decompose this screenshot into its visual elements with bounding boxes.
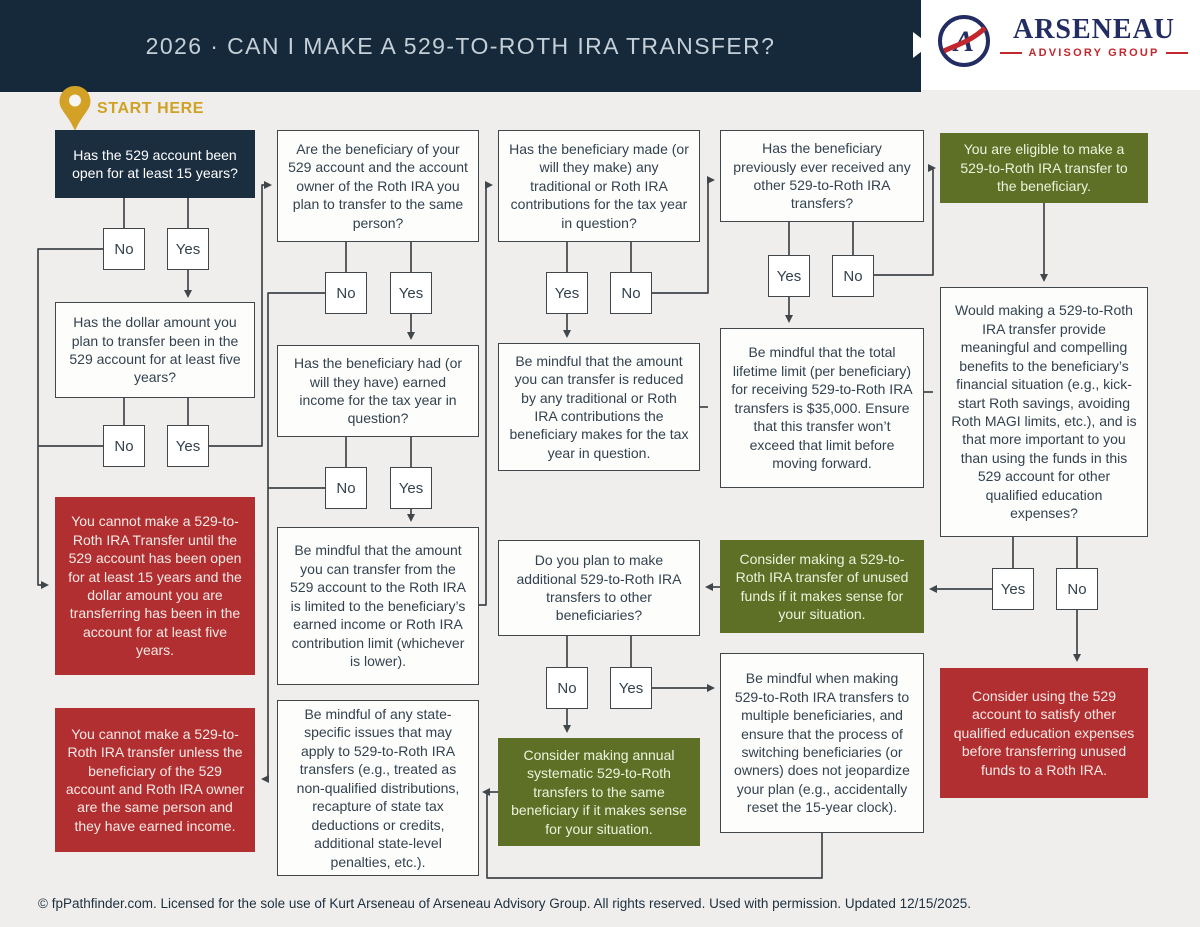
question-earned-income: Has the beneficiary had (or will they have) earned income for the tax year in question? <box>277 345 479 437</box>
answer-no: No <box>103 228 145 270</box>
answer-yes: Yes <box>167 425 209 467</box>
action-use-529-for-education: Consider using the 529 account to satisfy other qualified education expenses before transferring unused funds to a Roth IRA. <box>940 668 1148 798</box>
question-dollar-amount-5-years: Has the dollar amount you plan to transfer been in the 529 account for at least five years? <box>55 302 255 398</box>
logo-name: ARSENEAU <box>1012 14 1176 45</box>
start-here-label: START HERE <box>97 100 205 117</box>
page-title: 2026 · CAN I MAKE A 529-TO-ROTH IRA TRANSFER? <box>145 32 776 59</box>
note-state-specific-issues: Be mindful of any state-specific issues that may apply to 529-to-Roth IRA transfers (e.g., treated as non-qualified distributions, recapture of state tax deductions or credits, additional state-level penalties, etc.). <box>277 700 479 876</box>
answer-no: No <box>325 467 367 509</box>
answer-yes: Yes <box>167 228 209 270</box>
note-lifetime-limit-35000: Be mindful that the total lifetime limit (per beneficiary) for receiving 529-to-Roth IRA transfers is $35,000. Ensure that this transfer won’t exceed that limit before moving forward. <box>720 328 924 488</box>
answer-yes: Yes <box>390 467 432 509</box>
note-transfer-reduced: Be mindful that the amount you can transfer is reduced by any traditional or Roth IRA contributions the beneficiary makes for the tax year in question. <box>498 343 700 471</box>
question-previous-transfers: Has the beneficiary previously ever received any other 529-to-Roth IRA transfers? <box>720 130 924 222</box>
answer-yes: Yes <box>546 272 588 314</box>
license-footer: © fpPathfinder.com. Licensed for the sole use of Kurt Arseneau of Arseneau Advisory Group. All rights reserved. Used with permission. Updated 12/15/2025. <box>38 896 971 911</box>
answer-no: No <box>610 272 652 314</box>
question-ira-contributions: Has the beneficiary made (or will they make) any traditional or Roth IRA contributions for the tax year in question? <box>498 130 700 242</box>
result-cannot-transfer-until: You cannot make a 529-to-Roth IRA Transfer until the 529 account has been open for at least 15 years and the dollar amount you are transferring has been in the account for at least five years. <box>55 497 255 675</box>
question-529-open-15-years: Has the 529 account been open for at least 15 years? <box>55 130 255 198</box>
svg-text:A: A <box>953 25 975 58</box>
note-transfer-limited: Be mindful that the amount you can transfer from the 529 account to the Roth IRA is limited to the beneficiary’s earned income or Roth IRA contribution limit (whichever is lower). <box>277 527 479 685</box>
answer-no: No <box>832 255 874 297</box>
result-eligible: You are eligible to make a 529-to-Roth IRA transfer to the beneficiary. <box>940 133 1148 203</box>
question-same-person: Are the beneficiary of your 529 account and the account owner of the Roth IRA you plan to transfer to the same person? <box>277 130 479 242</box>
logo-subtitle: ADVISORY GROUP <box>1028 47 1160 60</box>
answer-no: No <box>103 425 145 467</box>
question-meaningful-benefits: Would making a 529-to-Roth IRA transfer provide meaningful and compelling benefits to the beneficiary’s financial situation (e.g., kick-start Roth savings, avoiding Roth MAGI limits, etc.), and is that more important to you than using the funds in this 529 account for other qualified education expenses? <box>940 287 1148 537</box>
answer-yes: Yes <box>610 667 652 709</box>
answer-no: No <box>325 272 367 314</box>
question-additional-transfers: Do you plan to make additional 529-to-Roth IRA transfers to other beneficiaries? <box>498 540 700 636</box>
answer-yes: Yes <box>992 568 1034 610</box>
answer-yes: Yes <box>768 255 810 297</box>
answer-no: No <box>1056 568 1098 610</box>
note-multiple-beneficiaries: Be mindful when making 529-to-Roth IRA transfers to multiple beneficiaries, and ensure that the process of switching beneficiaries (or owners) does not jeopardize your plan (e.g., accidentally reset the 15-year clock). <box>720 653 924 833</box>
action-annual-systematic-transfers: Consider making annual systematic 529-to-Roth transfers to the same beneficiary if it makes sense for your situation. <box>498 738 700 846</box>
answer-no: No <box>546 667 588 709</box>
result-cannot-transfer-unless: You cannot make a 529-to-Roth IRA transfer unless the beneficiary of the 529 account and Roth IRA owner are the same person and they have earned income. <box>55 708 255 852</box>
action-transfer-unused-funds: Consider making a 529-to-Roth IRA transfer of unused funds if it makes sense for your situation. <box>720 540 924 633</box>
answer-yes: Yes <box>390 272 432 314</box>
